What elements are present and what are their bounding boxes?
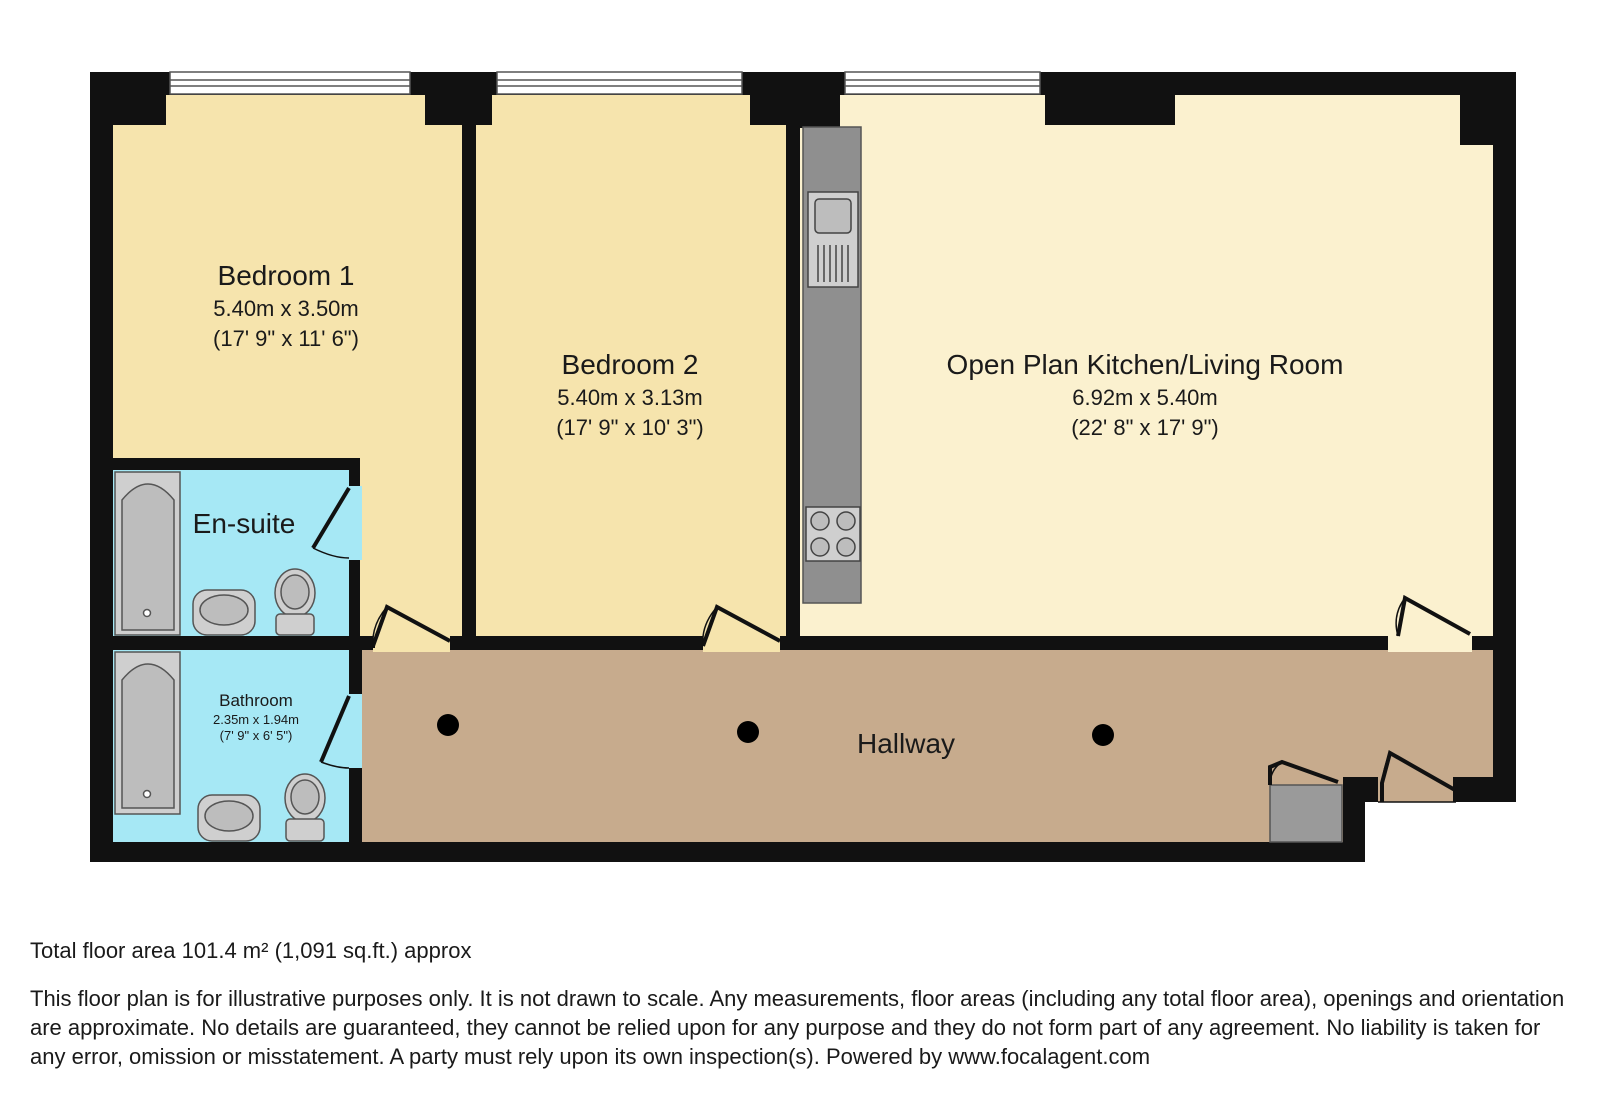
bathroom-bath-icon: [115, 652, 180, 814]
hallway-name: Hallway: [856, 728, 956, 759]
bathroom-toilet-icon: [285, 774, 325, 841]
bedroom-1-label: [213, 260, 359, 351]
bathroom-metric: 2.35m x 1.94m: [213, 712, 299, 727]
storage-cupboard: [1270, 785, 1342, 842]
ceiling-light-icon: [437, 714, 459, 736]
hob-icon: [806, 507, 860, 561]
bathroom-name: Bathroom: [219, 691, 293, 710]
en-suite-basin-icon: [193, 590, 255, 635]
sink-icon: [808, 192, 858, 287]
windows: [170, 72, 1040, 94]
living-room-name: Open Plan Kitchen/Living Room: [946, 349, 1344, 380]
ceiling-light-icon: [737, 721, 759, 743]
bedroom-1-metric: 5.40m x 3.50m: [213, 296, 359, 321]
bathroom-imperial: (7' 9" x 6' 5"): [219, 728, 293, 743]
en-suite-name: En-suite: [192, 508, 296, 539]
bedroom-1-imperial: (17' 9" x 11' 6"): [213, 326, 359, 351]
ceiling-light-icon: [1092, 724, 1114, 746]
total-floor-area: Total floor area 101.4 m² (1,091 sq.ft.) approx: [30, 938, 472, 963]
bedroom-2-metric: 5.40m x 3.13m: [557, 385, 703, 410]
bedroom-1-name: Bedroom 1: [217, 260, 355, 291]
bedroom-2-imperial: (17' 9" x 10' 3"): [556, 415, 704, 440]
bedroom-2-name: Bedroom 2: [561, 349, 699, 380]
bathroom-basin-icon: [198, 795, 260, 841]
bathroom-label: [213, 691, 299, 743]
living-room-imperial: (22' 8" x 17' 9"): [1071, 415, 1219, 440]
en-suite-bath-icon: [115, 472, 180, 635]
disclaimer-text: This floor plan is for illustrative purposes only. It is not drawn to scale. Any measurements, floor areas (including any total floor area), openings and orientation are approximate. No details are guaranteed, they cannot be relied upon for any purpose and they do not form part of any agreement. No liability is taken for any error, omission or misstatement. A party must rely upon its own inspection(s). Powered by www.focalagent.com: [30, 986, 1565, 1069]
en-suite-toilet-icon: [275, 569, 315, 635]
living-room-metric: 6.92m x 5.40m: [1072, 385, 1218, 410]
bedroom-2-label: [556, 349, 704, 440]
